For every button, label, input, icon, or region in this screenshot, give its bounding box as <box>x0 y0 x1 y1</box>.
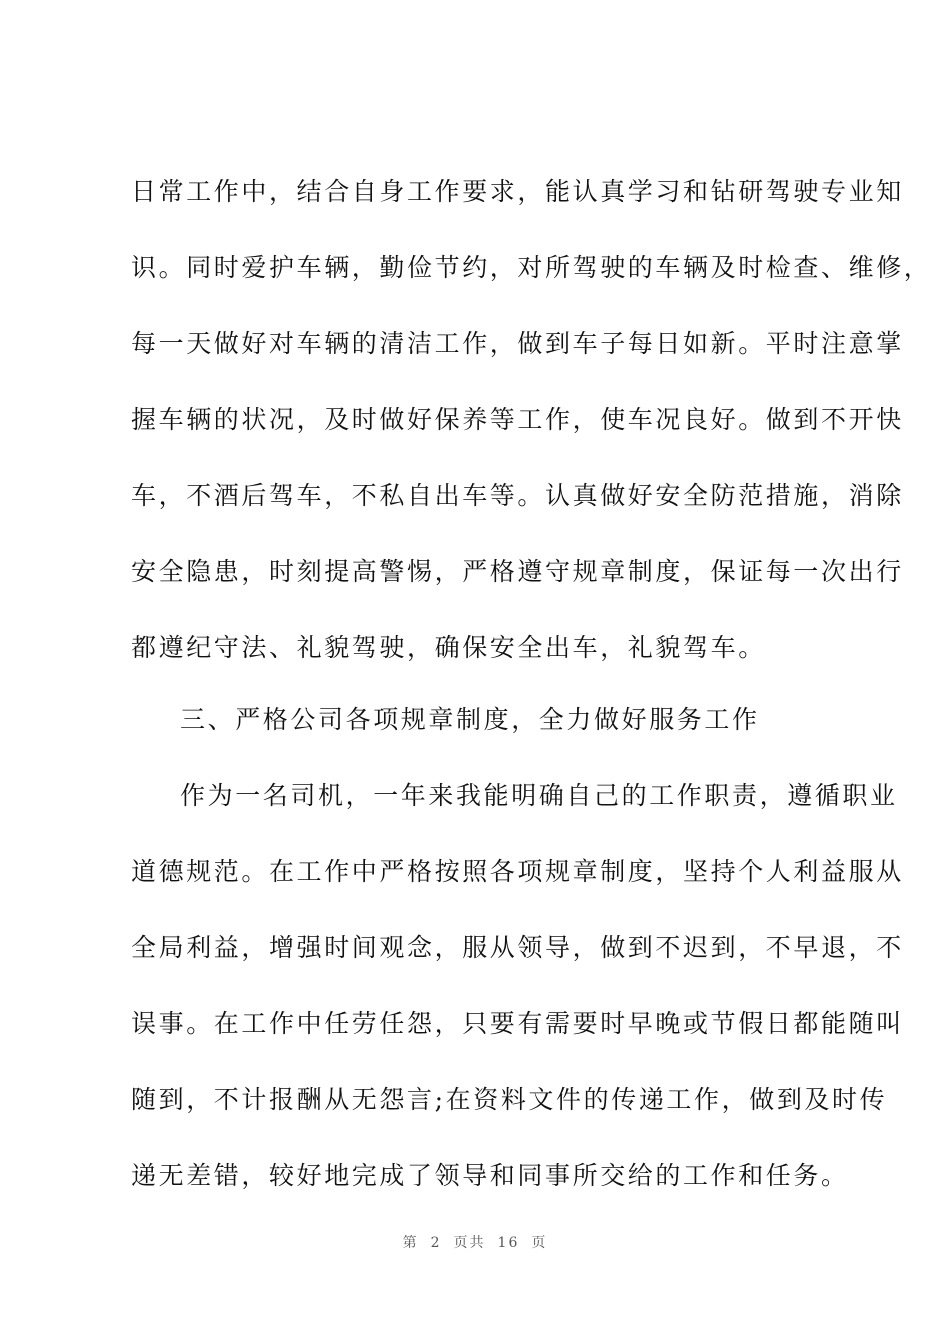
body-text-line: 握车辆的状况，及时做好保养等工作，使车况良好。做到不开快 <box>131 405 904 434</box>
body-text-line: 递无差错，较好地完成了领导和同事所交给的工作和任务。 <box>131 1161 849 1190</box>
footer-suffix: 页 <box>531 1235 548 1251</box>
body-text-line: 道德规范。在工作中严格按照各项规章制度，坚持个人利益服从 <box>131 857 904 886</box>
section-heading: 三、严格公司各项规章制度，全力做好服务工作 <box>180 705 760 734</box>
body-text-line: 随到，不计报酬从无怨言;在资料文件的传递工作，做到及时传 <box>131 1085 888 1114</box>
paragraph-first-line: 作为一名司机，一年来我能明确自己的工作职责，遵循职业 <box>180 781 898 810</box>
total-pages: 16 <box>497 1235 520 1251</box>
body-text-line: 误事。在工作中任劳任怨，只要有需要时早晚或节假日都能随叫 <box>131 1009 904 1038</box>
page-footer <box>0 1232 950 1252</box>
footer-prefix: 第 <box>402 1235 419 1251</box>
footer-mid: 页共 <box>453 1235 486 1251</box>
body-text-line: 每一天做好对车辆的清洁工作，做到车子每日如新。平时注意掌 <box>131 329 904 358</box>
body-text-line: 日常工作中，结合自身工作要求，能认真学习和钻研驾驶专业知 <box>131 177 904 206</box>
body-text-line: 都遵纪守法、礼貌驾驶，确保安全出车，礼貌驾车。 <box>131 633 766 662</box>
body-text-line: 安全隐患，时刻提高警惕，严格遵守规章制度，保证每一次出行 <box>131 557 904 586</box>
page-number: 2 <box>430 1235 442 1251</box>
body-text-line: 车，不酒后驾车，不私自出车等。认真做好安全防范措施，消除 <box>131 481 904 510</box>
body-text-line: 全局利益，增强时间观念，服从领导，做到不迟到，不早退，不 <box>131 933 904 962</box>
body-text-line: 识。同时爱护车辆，勤俭节约，对所驾驶的车辆及时检查、维修， <box>131 253 932 282</box>
